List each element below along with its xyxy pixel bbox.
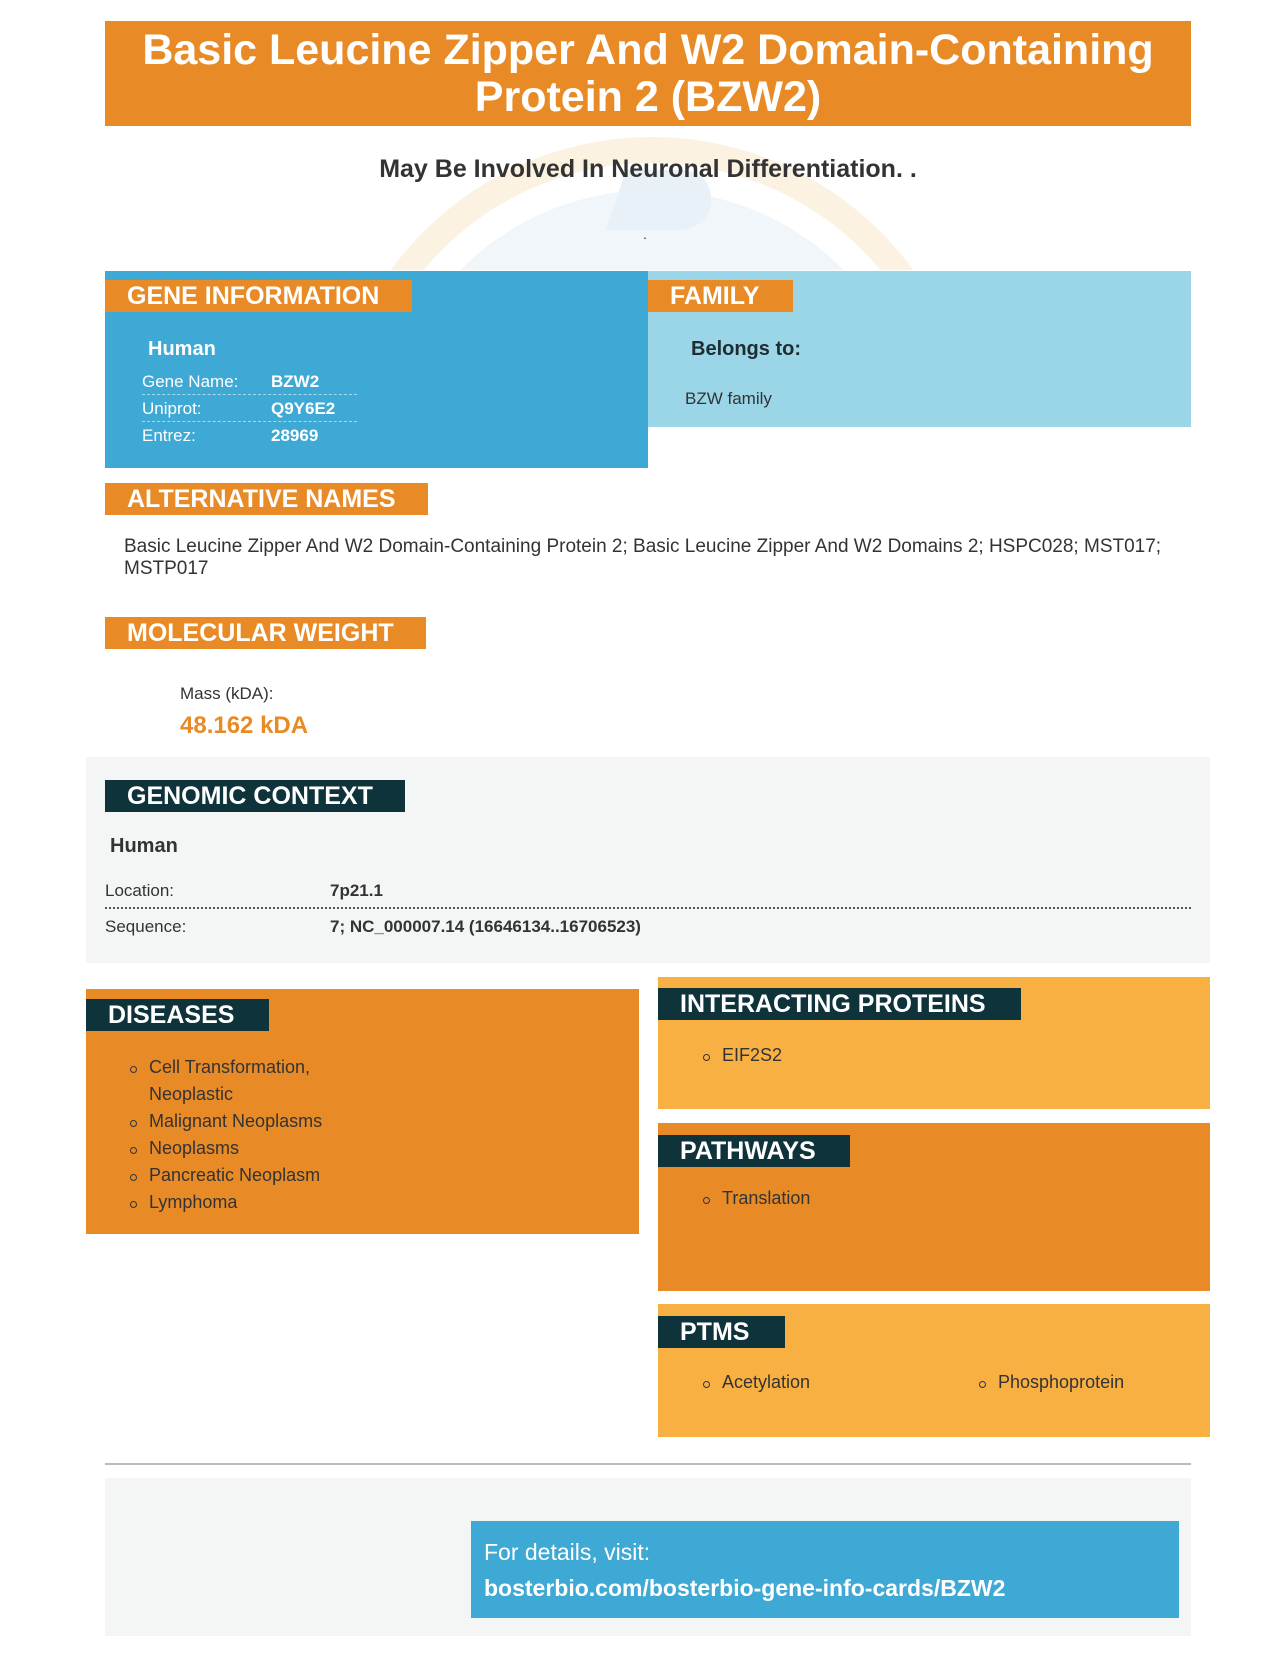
list-item: EIF2S2 [702, 1042, 1002, 1069]
gene-row-value: 28969 [271, 426, 319, 445]
genomic-row-value: 7; NC_000007.14 (16646134..16706523) [330, 917, 641, 936]
ptms-list [702, 1369, 902, 1396]
gene-row [142, 395, 357, 422]
gene-information-panel [105, 271, 648, 468]
mass-value: 48.162 kDA [180, 712, 309, 739]
genomic-row-label: Sequence: [105, 917, 187, 936]
diseases-panel [86, 989, 639, 1234]
family-panel [648, 271, 1191, 427]
list-item: Cell Transformation, Neoplastic [129, 1054, 349, 1108]
genomic-row-value: 7p21.1 [330, 881, 383, 900]
visit-label: For details, visit: [484, 1539, 651, 1565]
list-item: Neoplasms [129, 1135, 349, 1162]
page-subtitle: May Be Involved In Neuronal Differentiation. . [379, 155, 917, 183]
gene-table [142, 368, 357, 449]
pathways-heading: PATHWAYS [658, 1135, 850, 1167]
divider [105, 1463, 1191, 1465]
diseases-list [129, 1054, 349, 1216]
genomic-species: Human [110, 835, 178, 857]
list-item: Malignant Neoplasms [129, 1108, 349, 1135]
molecular-weight-heading: MOLECULAR WEIGHT [105, 617, 426, 649]
list-item: Acetylation [702, 1369, 902, 1396]
family-value: BZW family [685, 389, 772, 408]
genomic-table [105, 873, 1191, 945]
belongs-to-label: Belongs to: [691, 338, 801, 360]
page-title: Basic Leucine Zipper And W2 Domain-Containing Protein 2 (BZW2) [142, 25, 1154, 121]
diseases-heading: DISEASES [86, 999, 269, 1031]
visit-link[interactable]: bosterbio.com/bosterbio-gene-info-cards/BZW2 [484, 1575, 1006, 1601]
ptms-list-secondary [978, 1369, 1178, 1396]
gene-row-value: BZW2 [271, 372, 320, 391]
gene-row-label: Entrez: [142, 426, 196, 445]
subtitle-dot: . [643, 226, 647, 242]
pathways-panel [658, 1123, 1210, 1291]
gene-row-value: Q9Y6E2 [271, 399, 336, 418]
interacting-proteins-panel [658, 977, 1210, 1109]
genomic-context-heading: GENOMIC CONTEXT [105, 780, 405, 812]
ptms-panel [658, 1304, 1210, 1437]
genomic-row [105, 909, 1191, 945]
watermark-logo-icon [326, 130, 978, 270]
gene-row [142, 422, 357, 449]
genomic-row-label: Location: [105, 881, 174, 900]
family-heading: FAMILY [648, 280, 793, 312]
genomic-row [105, 873, 1191, 909]
gene-information-heading: GENE INFORMATION [105, 280, 412, 312]
interacting-proteins-list [702, 1042, 1002, 1069]
list-item: Lymphoma [129, 1189, 349, 1216]
list-item: Translation [702, 1185, 1002, 1212]
alternative-names-text: Basic Leucine Zipper And W2 Domain-Containing Protein 2; Basic Leucine Zipper And W2 Domains 2; HSPC028; MST017; MSTP017 [124, 536, 1162, 579]
list-item: Phosphoprotein [978, 1369, 1178, 1396]
title-banner [105, 21, 1191, 126]
genomic-context-panel [86, 757, 1210, 963]
visit-box [471, 1521, 1179, 1618]
gene-row-label: Uniprot: [142, 399, 202, 418]
mass-label: Mass (kDA): [180, 684, 274, 703]
list-item: Pancreatic Neoplasm [129, 1162, 349, 1189]
pathways-list [702, 1185, 1002, 1212]
alternative-names-heading: ALTERNATIVE NAMES [105, 483, 428, 515]
ptms-heading: PTMS [658, 1316, 785, 1348]
gene-row [142, 368, 357, 395]
gene-row-label: Gene Name: [142, 372, 239, 391]
gene-species: Human [148, 338, 216, 360]
interacting-proteins-heading: INTERACTING PROTEINS [658, 988, 1021, 1020]
